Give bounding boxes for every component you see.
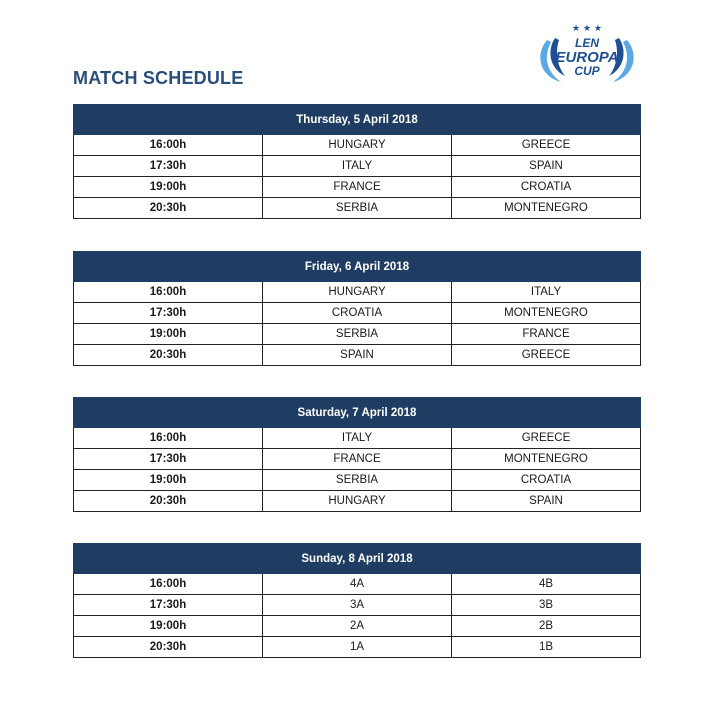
match-time: 19:00h [74, 470, 263, 491]
team-a: 1A [263, 637, 452, 658]
team-b: FRANCE [452, 324, 641, 345]
match-time: 20:30h [74, 491, 263, 512]
match-time: 20:30h [74, 637, 263, 658]
table-row [74, 282, 641, 303]
team-a: ITALY [263, 428, 452, 449]
team-a: ITALY [263, 156, 452, 177]
svg-text:EUROPA: EUROPA [555, 49, 619, 66]
team-a: SERBIA [263, 470, 452, 491]
team-b: CROATIA [452, 177, 641, 198]
team-b: GREECE [452, 135, 641, 156]
team-b: 3B [452, 595, 641, 616]
table-row [74, 324, 641, 345]
day-schedule-table [73, 397, 641, 512]
table-row [74, 595, 641, 616]
team-b: SPAIN [452, 491, 641, 512]
team-a: HUNGARY [263, 282, 452, 303]
team-a: HUNGARY [263, 491, 452, 512]
page-title: MATCH SCHEDULE [73, 68, 244, 88]
team-a: 3A [263, 595, 452, 616]
day-schedule-table [73, 251, 641, 366]
table-row [74, 616, 641, 637]
day-header: Sunday, 8 April 2018 [74, 544, 641, 574]
match-time: 17:30h [74, 595, 263, 616]
team-a: HUNGARY [263, 135, 452, 156]
svg-text:LEN: LEN [575, 36, 599, 50]
match-time: 16:00h [74, 282, 263, 303]
match-time: 20:30h [74, 198, 263, 219]
team-b: GREECE [452, 345, 641, 366]
team-b: 1B [452, 637, 641, 658]
team-a: SPAIN [263, 345, 452, 366]
table-row [74, 491, 641, 512]
table-row [74, 345, 641, 366]
team-b: GREECE [452, 428, 641, 449]
team-a: 4A [263, 574, 452, 595]
table-row [74, 303, 641, 324]
table-row [74, 177, 641, 198]
match-time: 16:00h [74, 428, 263, 449]
team-a: SERBIA [263, 324, 452, 345]
team-b: MONTENEGRO [452, 198, 641, 219]
match-time: 20:30h [74, 345, 263, 366]
day-schedule-table [73, 104, 641, 219]
match-time: 16:00h [74, 135, 263, 156]
table-row [74, 156, 641, 177]
match-time: 17:30h [74, 449, 263, 470]
table-row [74, 637, 641, 658]
match-time: 19:00h [74, 616, 263, 637]
match-time: 16:00h [74, 574, 263, 595]
team-a: SERBIA [263, 198, 452, 219]
team-a: FRANCE [263, 177, 452, 198]
table-row [74, 574, 641, 595]
day-schedule-table [73, 543, 641, 658]
table-row [74, 449, 641, 470]
team-a: CROATIA [263, 303, 452, 324]
team-b: ITALY [452, 282, 641, 303]
team-a: FRANCE [263, 449, 452, 470]
len-europa-cup-logo [533, 20, 641, 92]
match-time: 19:00h [74, 177, 263, 198]
table-row [74, 135, 641, 156]
match-time: 17:30h [74, 156, 263, 177]
team-a: 2A [263, 616, 452, 637]
day-header: Friday, 6 April 2018 [74, 252, 641, 282]
svg-text:★ ★ ★: ★ ★ ★ [572, 24, 602, 34]
team-b: MONTENEGRO [452, 449, 641, 470]
table-row [74, 470, 641, 491]
team-b: 2B [452, 616, 641, 637]
day-header: Thursday, 5 April 2018 [74, 105, 641, 135]
table-row [74, 198, 641, 219]
team-b: MONTENEGRO [452, 303, 641, 324]
team-b: 4B [452, 574, 641, 595]
day-header: Saturday, 7 April 2018 [74, 398, 641, 428]
svg-text:CUP: CUP [574, 64, 600, 78]
match-time: 17:30h [74, 303, 263, 324]
team-b: SPAIN [452, 156, 641, 177]
match-time: 19:00h [74, 324, 263, 345]
team-b: CROATIA [452, 470, 641, 491]
table-row [74, 428, 641, 449]
